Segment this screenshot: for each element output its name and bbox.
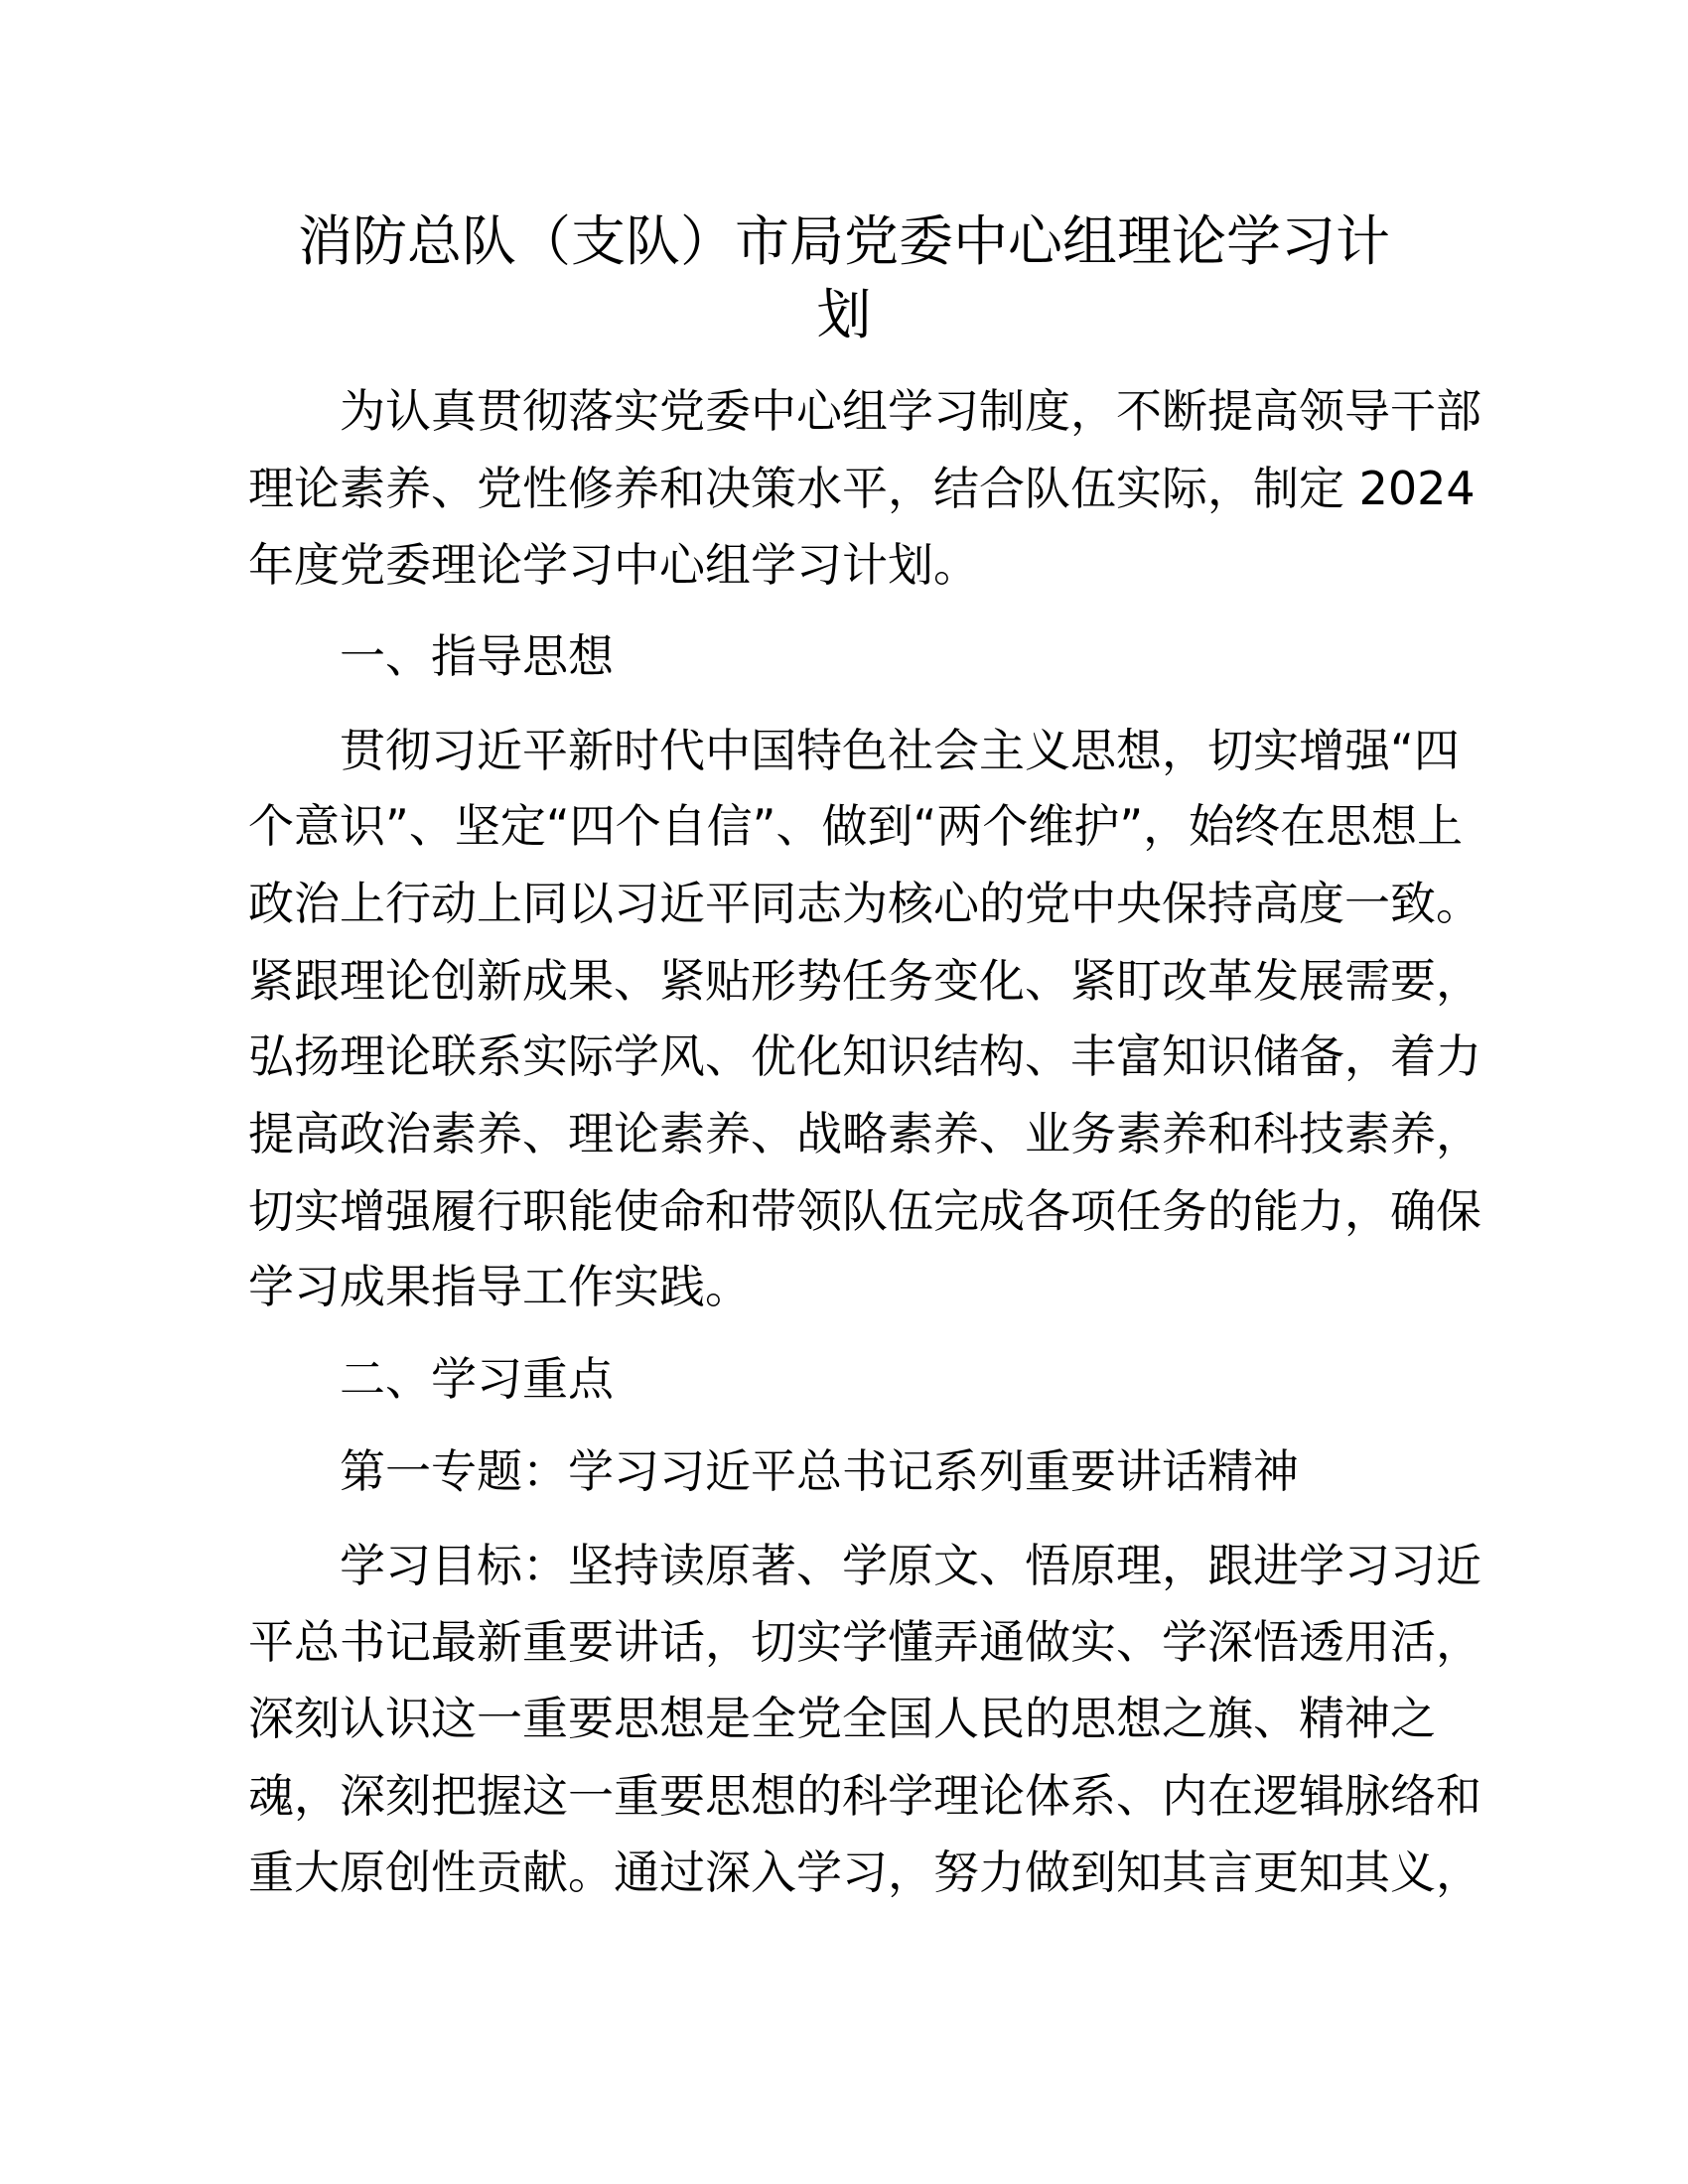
paragraph-line: 政治上行动上同以习近平同志为核心的党中央保持高度一致。 [248, 877, 1481, 930]
intro-line: 为认真贯彻落实党委中心组学习制度，不断提高领导干部 [340, 384, 1481, 438]
paragraph-line: 贯彻习近平新时代中国特色社会主义思想，切实增强“四 [340, 724, 1460, 777]
section-heading-study-focus: 二、学习重点 [340, 1352, 614, 1406]
paragraph-line: 个意识”、坚定“四个自信”、做到“两个维护”，始终在思想上 [248, 799, 1464, 853]
paragraph-line: 学习成果指导工作实践。 [248, 1260, 751, 1313]
document-title-line-1: 消防总队（支队）市局党委中心组理论学习计 [297, 209, 1390, 273]
intro-line: 年度党委理论学习中心组学习计划。 [248, 538, 979, 592]
paragraph-line: 切实增强履行职能使命和带领队伍完成各项任务的能力，确保 [248, 1184, 1481, 1238]
paragraph-line: 紧跟理论创新成果、紧贴形势任务变化、紧盯改革发展需要， [248, 954, 1481, 1008]
paragraph-line: 平总书记最新重要讲话，切实学懂弄通做实、学深悟透用活， [248, 1615, 1481, 1669]
section-heading-guiding-thought: 一、指导思想 [340, 629, 614, 683]
paragraph-line: 提高政治素养、理论素养、战略素养、业务素养和科技素养， [248, 1107, 1481, 1160]
paragraph-line: 弘扬理论联系实际学风、优化知识结构、丰富知识储备，着力 [248, 1029, 1481, 1083]
paragraph-line: 学习目标：坚持读原著、学原文、悟原理，跟进学习习近 [340, 1539, 1481, 1592]
intro-line: 理论素养、党性修养和决策水平，结合队伍实际，制定 2024 [248, 462, 1476, 515]
document-title-line-2: 划 [816, 283, 872, 346]
paragraph-line: 重大原创性贡献。通过深入学习，努力做到知其言更知其义， [248, 1845, 1481, 1899]
paragraph-line: 魂，深刻把握这一重要思想的科学理论体系、内在逻辑脉络和 [248, 1769, 1481, 1823]
paragraph-line: 深刻认识这一重要思想是全党全国人民的思想之旗、精神之 [248, 1692, 1436, 1745]
topic-heading: 第一专题：学习习近平总书记系列重要讲话精神 [340, 1444, 1299, 1498]
